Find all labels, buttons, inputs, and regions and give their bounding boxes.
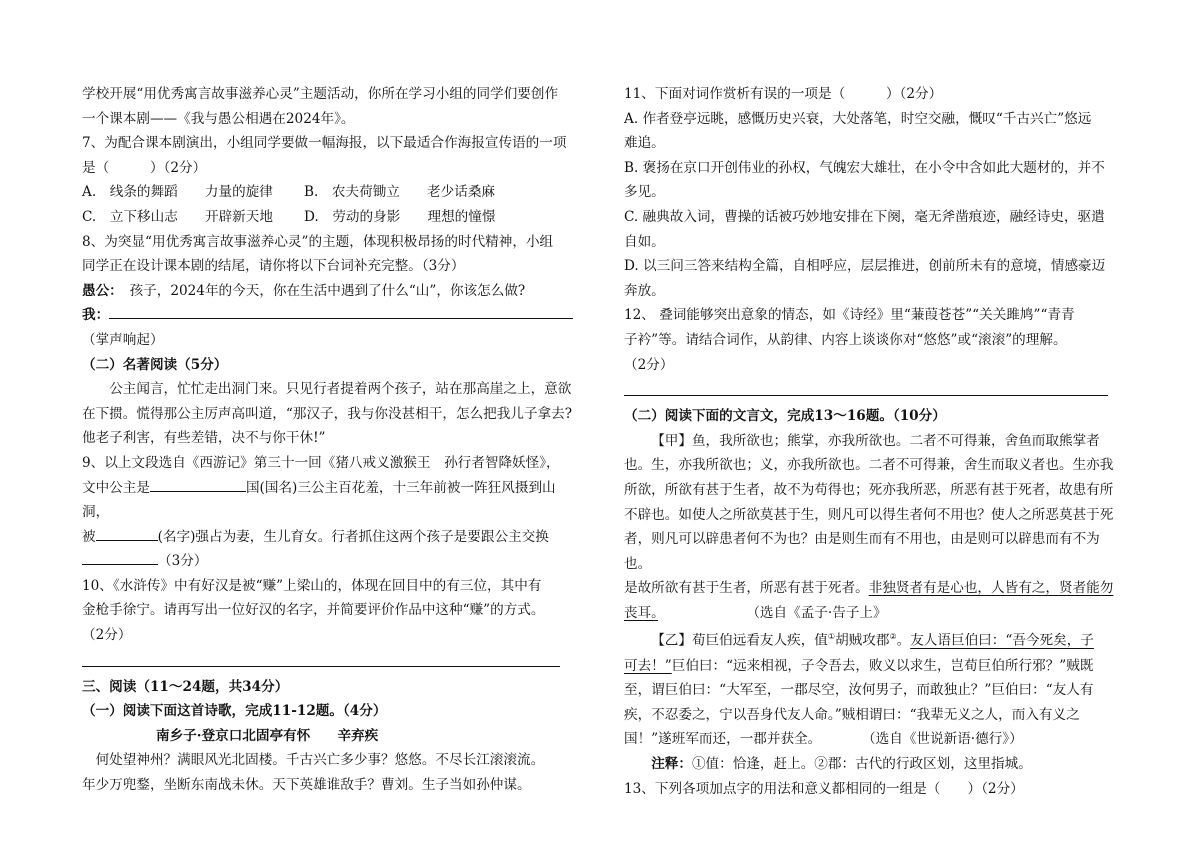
q8-applause: （掌声响起） bbox=[82, 331, 164, 348]
q7-option-b: B. 农夫荷锄立 老少话桑麻 bbox=[304, 184, 496, 201]
q9-blank-country[interactable] bbox=[150, 476, 246, 492]
jia-line-2: 也。生，亦我所欲也；义，亦我所欲也。二者不可得兼，舍生而取义者也。生亦我 bbox=[624, 457, 1114, 474]
q8-me-label: 我： bbox=[82, 307, 110, 324]
notes-text: ①值：恰逢，赶上。②郡：古代的行政区划，这里指城。 bbox=[691, 755, 1032, 772]
q7-stem-2: 是（ ）（2分） bbox=[82, 159, 207, 176]
jia-line-3: 所欲，所欲有甚于生者，故不为苟得也；死亦我所恶，所恶有甚于死者，故患有所 bbox=[624, 481, 1114, 498]
q11-option-d-2: 奔放。 bbox=[624, 282, 665, 299]
q7-option-a: A. 线条的舞蹈 力量的旋律 bbox=[82, 184, 273, 201]
right-column bbox=[624, 82, 1120, 801]
q9-blank-exchange[interactable] bbox=[82, 549, 158, 565]
poem-title: 南乡子·登京口北固亭有怀 辛弃疾 bbox=[156, 727, 379, 744]
q9-text-a: 文中公主是 bbox=[82, 479, 150, 496]
q8-answer-blank[interactable] bbox=[109, 303, 573, 319]
yi-note-mark-2: ② bbox=[889, 632, 897, 642]
yi-text-c: 。 bbox=[896, 633, 911, 649]
jia-line-5: 者，则凡可以辟患者何不为也？由是则生而有不用也，由是则可以辟患而有不为也。 bbox=[624, 531, 1100, 572]
passage-line-2: 在下掼。慌得那公主厉声高叫道，“那汉子，我与你没甚相干，怎么把我儿子拿去? bbox=[82, 405, 573, 422]
yi-text-b: 胡贼攻郡 bbox=[835, 633, 890, 649]
yi-underlined-1: 友人语巨伯曰：“吾今死矣，子 bbox=[910, 633, 1094, 649]
yi-line-2 bbox=[624, 654, 1120, 679]
jia-text: 是故所欲有甚于生者，所恶有甚于死者。 bbox=[624, 580, 869, 597]
q8-yugong-text: 孩子，2024年的今天，你在生活中遇到了什么“山”，你该怎么做? bbox=[115, 282, 526, 299]
q11-option-c-1: C. 融典故入词，曹操的话被巧妙地安排在下阕，毫无斧凿痕迹，融经诗史，驱遣 bbox=[624, 208, 1105, 225]
q12-stem-1: 12、 叠词能够突出意象的情态，如《诗经》里“蒹葭苍苍”“关关雎鸠”“青青 bbox=[624, 307, 1075, 324]
jia-underlined-2: 丧耳。 bbox=[624, 604, 658, 621]
q7-option-d: D. 劳动的身影 理想的憧憬 bbox=[304, 208, 496, 225]
q7-options-ab bbox=[82, 180, 580, 205]
section-3-1-title: （一）阅读下面这首诗歌，完成11-12题。（4分） bbox=[82, 703, 387, 720]
q9-stem-2 bbox=[82, 476, 580, 525]
notes-label: 注释： bbox=[651, 755, 692, 772]
q11-option-a-2: 难追。 bbox=[624, 135, 665, 152]
q12-stem-2: 子衿”等。请结合词作，从韵律、内容上谈谈你对“悠悠”或“滚滚”的理解。 bbox=[624, 331, 1067, 348]
intro-line-1: 学校开展“用优秀寓言故事滋养心灵”主题活动，你所在学习小组的同学们要创作 bbox=[82, 86, 559, 102]
q9-score: （3分） bbox=[158, 553, 208, 570]
passage-line-1: 公主闻言，忙忙走出洞门来。只见行者提着两个孩子，站在那高崖之上，意欲 bbox=[109, 381, 572, 398]
q9-text-b: 国(国名)三公主百花羞，十三年前被一阵狂风摄到山洞， bbox=[82, 479, 556, 521]
intro-line-2: 一个课本剧——《我与愚公相遇在2024年》。 bbox=[82, 110, 355, 127]
jia-line-6 bbox=[624, 576, 1120, 601]
jia-line-7 bbox=[624, 601, 1120, 626]
q8-me-line bbox=[82, 303, 580, 328]
q10-stem-3: （2分） bbox=[82, 627, 132, 644]
q12-stem-3: （2分） bbox=[624, 356, 674, 373]
yi-line-1 bbox=[624, 625, 1120, 653]
q8-stem-1: 8、为突显“用优秀寓言故事滋养心灵”的主题，体现积极昂扬的时代精神，小组 bbox=[82, 233, 554, 250]
yi-line-3: 至，谓巨伯曰：“大军至，一郡尽空，汝何男子，而敢独止？”巨伯曰：“友人有 bbox=[624, 682, 1094, 699]
yi-text-a: 【乙】荀巨伯远看友人疾，值 bbox=[651, 633, 828, 649]
q11-option-d-1: D. 以三问三答来结构全篇，自相呼应，层层推进，创前所未有的意境，情感豪迈 bbox=[624, 258, 1106, 275]
passage-line-3: 他老子利害，有些差错，决不与你干休!” bbox=[82, 430, 326, 447]
q11-option-b-1: B. 褒扬在京口开创伟业的孙权，气魄宏大雄壮，在小令中含如此大题材的，并不 bbox=[624, 159, 1105, 176]
q11-option-a-1: A. 作者登亭远眺，感慨历史兴衰，大处落笔，时空交融，慨叹“千古兴亡”悠远 bbox=[624, 110, 1092, 127]
left-column bbox=[82, 82, 580, 798]
yi-text-d: 巨伯曰：“远来相视，子令吾去，败义以求生，岂荀巨伯所行邪？”贼既 bbox=[671, 657, 1094, 674]
q11-option-b-2: 多见。 bbox=[624, 184, 665, 201]
poem-line-1: 何处望神州？满眼风光北固楼。千古兴亡多少事？悠悠。不尽长江滚滚流。 bbox=[95, 752, 545, 769]
q13-stem: 13、下列各项加点字的用法和意义都相同的一组是（ ）（2分） bbox=[624, 780, 1024, 797]
q7-stem-1: 7、为配合课本剧演出，小组同学要做一幅海报，以下最适合作海报宣传语的一项 bbox=[82, 135, 567, 152]
q8-yugong-label: 愚公： bbox=[82, 282, 116, 299]
q8-stem-2: 同学正在设计课本剧的结尾，请你将以下台词补充完整。（3分） bbox=[82, 258, 465, 275]
q12-answer-space bbox=[624, 377, 1120, 395]
q9-text-d: (名字)强占为妻，生儿育女。行者抓住这两个孩子是要跟公主交换 bbox=[157, 528, 549, 545]
q10-stem-1: 10、《水浒传》中有好汉是被“赚”上梁山的，体现在回目中的有三位，其中有 bbox=[82, 577, 542, 594]
q11-stem: 11、下面对词作赏析有误的一项是（ ）（2分） bbox=[624, 86, 943, 102]
q9-text-c: 被 bbox=[82, 528, 96, 545]
q9-blank-name[interactable] bbox=[96, 525, 158, 541]
poem-line-2: 年少万兜鍪，坐断东南战未休。天下英雄谁敌手？曹刘。生子当如孙仲谋。 bbox=[82, 777, 531, 794]
jia-underlined-1: 非独贤者有是心也，人皆有之，贤者能勿 bbox=[868, 580, 1114, 597]
jia-line-4: 不辟也。如使人之所欲莫甚于生，则凡可以得生者何不用也？使人之所恶莫甚于死 bbox=[624, 506, 1114, 523]
yi-note-mark-1: ① bbox=[827, 632, 836, 642]
yi-underlined-2: 可去！” bbox=[624, 657, 672, 674]
yi-line-4: 疾，不忍委之，宁以吾身代友人命。”贼相谓曰：“我辈无义之人，而入有义之 bbox=[624, 706, 1080, 723]
section-3-title: 三、阅读（11～24题，共34分） bbox=[82, 678, 289, 695]
yi-line-5: 国！”遂班军而还，一郡并获全。 （选自《世说新语·德行》） bbox=[624, 731, 1023, 748]
q7-options-cd bbox=[82, 205, 580, 230]
q8-yugong-line bbox=[82, 279, 580, 304]
jia-source: （选自《孟子·告子上》 bbox=[657, 604, 887, 621]
q12-answer-line[interactable] bbox=[624, 395, 1108, 396]
q9-stem-1: 9、以上文段选自《西游记》第三十一回《猪八戒义激猴王 孙行者智降妖怪》， bbox=[82, 454, 560, 471]
q7-option-c: C. 立下移山志 开辟新天地 bbox=[82, 208, 273, 225]
notes-line bbox=[624, 752, 1120, 777]
q9-stem-3 bbox=[82, 525, 580, 550]
q10-stem-2: 金枪手徐宁。请再写出一位好汉的名字，并简要评价作品中这种“赚”的方式。 bbox=[82, 602, 545, 619]
q10-answer-line[interactable] bbox=[82, 666, 560, 667]
q10-answer-space bbox=[82, 648, 580, 666]
q9-stem-4 bbox=[82, 549, 580, 574]
classical-section-title: （二）阅读下面的文言文，完成13～16题。（10分） bbox=[624, 408, 946, 425]
q11-option-c-2: 自如。 bbox=[624, 233, 665, 250]
section-2-title: （二）名著阅读（5分） bbox=[82, 356, 228, 373]
jia-line-1: 【甲】鱼，我所欲也；熊掌，亦我所欲也。二者不可得兼，舍鱼而取熊掌者 bbox=[651, 432, 1100, 449]
